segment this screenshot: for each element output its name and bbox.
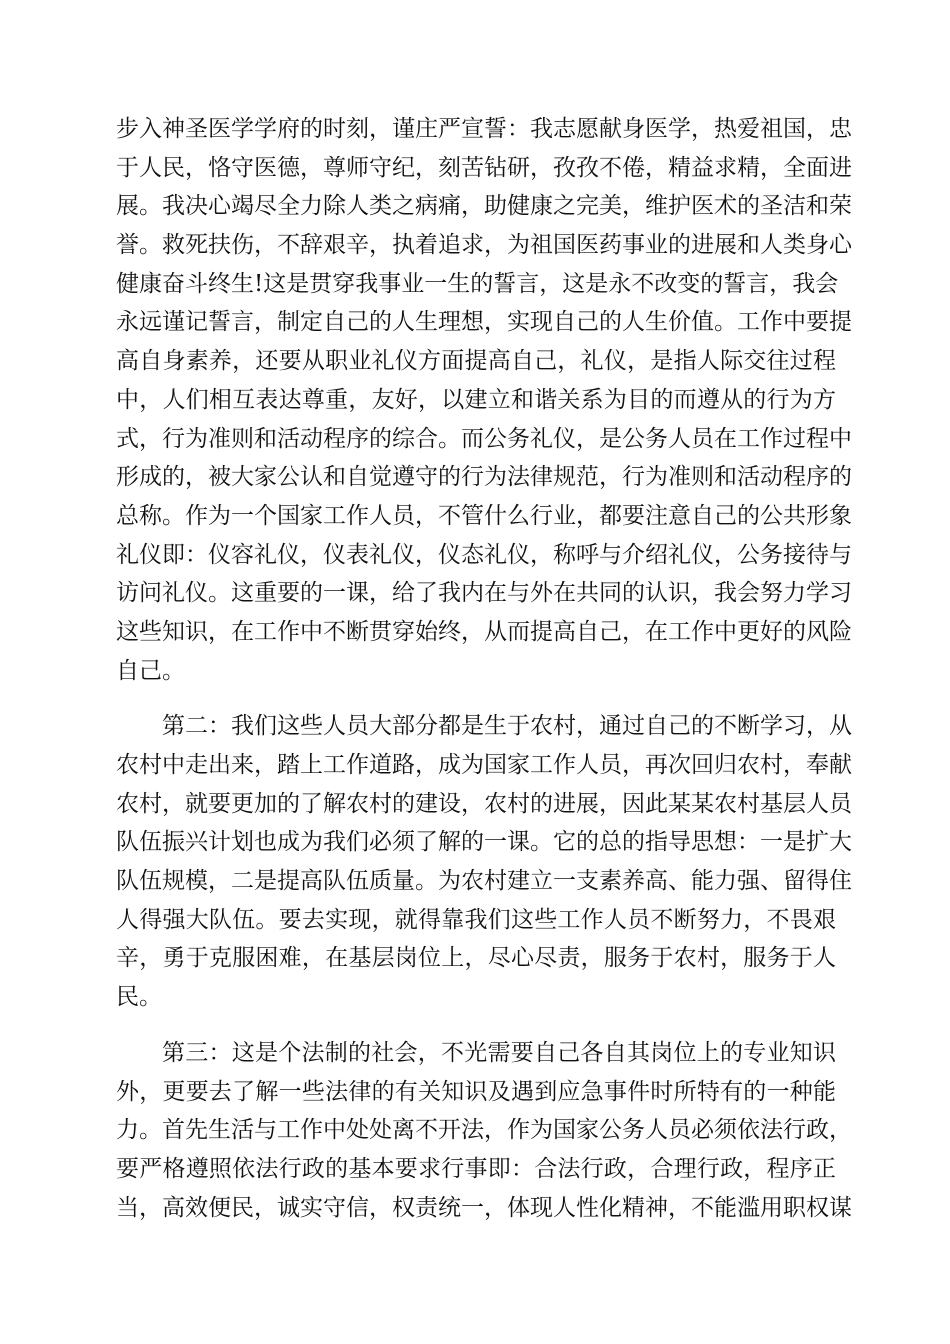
text-line: 农村中走出来，踏上工作道路，成为国家工作人员，再次回归农村，奉献 bbox=[116, 752, 852, 778]
text-line: 力。首先生活与工作中处处离不开法，作为国家公务人员必须依法行政， bbox=[116, 1117, 852, 1144]
text-line: 形成的，被大家公认和自觉遵守的行为法律规范，行为准则和活动程序的 bbox=[116, 464, 852, 491]
text-line: 于人民，恪守医德，尊师守纪，刻苦钻研，孜孜不倦，精益求精，全面进 bbox=[116, 154, 852, 181]
text-line: 永远谨记誓言，制定自己的人生理想，实现自己的人生价值。工作中要提 bbox=[116, 309, 852, 336]
text-line-indented: 第二：我们这些人员大部分都是生于农村，通过自己的不断学习，从 bbox=[162, 713, 852, 740]
text-line: 礼仪即：仪容礼仪，仪表礼仪，仪态礼仪，称呼与介绍礼仪，公务接待与 bbox=[116, 541, 852, 568]
text-line: 健康奋斗终生!这是贯穿我事业一生的誓言，这是永不改变的誓言，我会 bbox=[116, 270, 839, 297]
text-line: 总称。作为一个国家工作人员，不管什么行业，都要注意自己的公共形象 bbox=[116, 502, 852, 529]
paragraph-second bbox=[116, 707, 852, 1017]
document-body bbox=[116, 110, 852, 1227]
text-line: 式，行为准则和活动程序的综合。而公务礼仪，是公务人员在工作过程中 bbox=[116, 425, 852, 452]
text-line: 外，更要去了解一些法律的有关知识及遇到应急事件时所特有的一种能 bbox=[116, 1078, 836, 1105]
text-line: 农村，就要更加的了解农村的建设，农村的进展，因此某某农村基层人员 bbox=[116, 790, 852, 817]
text-line: 高自身素养，还要从职业礼仪方面提高自己，礼仪，是指人际交往过程 bbox=[116, 348, 836, 375]
text-line: 中，人们相互表达尊重，友好，以建立和谐关系为目的而遵从的行为方 bbox=[116, 386, 836, 413]
text-line: 步入神圣医学学府的时刻，谨庄严宣誓：我志愿献身医学，热爱祖国，忠 bbox=[116, 116, 852, 142]
text-line: 展。我决心竭尽全力除人类之病痛，助健康之完美，维护医术的圣洁和荣 bbox=[116, 193, 852, 220]
text-line: 访问礼仪。这重要的一课，给了我内在与外在共同的认识，我会努力学习 bbox=[116, 580, 852, 607]
text-line: 誉。救死扶伤，不辞艰辛，执着追求，为祖国医药事业的进展和人类身心 bbox=[116, 232, 852, 259]
text-line: 当，高效便民，诚实守信，权责统一，体现人性化精神，不能滥用职权谋 bbox=[116, 1194, 852, 1221]
paragraph-spacer bbox=[116, 1017, 836, 1034]
text-line: 这些知识，在工作中不断贯穿始终，从而提高自己，在工作中更好的风险 bbox=[116, 618, 852, 645]
text-line: 自己。 bbox=[116, 657, 185, 684]
text-line: 人得强大队伍。要去实现，就得靠我们这些工作人员不断努力，不畏艰 bbox=[116, 906, 836, 933]
text-line: 民。 bbox=[116, 984, 162, 1011]
text-line: 要严格遵照依法行政的基本要求行事即：合法行政，合理行政，程序正 bbox=[116, 1155, 836, 1182]
paragraph-oath bbox=[116, 110, 852, 690]
paragraph-third bbox=[116, 1034, 852, 1227]
text-line: 队伍振兴计划也成为我们必须了解的一课。它的总的指导思想：一是扩大 bbox=[116, 829, 852, 856]
text-line-indented: 第三：这是个法制的社会，不光需要自己各自其岗位上的专业知识 bbox=[162, 1039, 836, 1066]
paragraph-spacer bbox=[116, 690, 836, 707]
text-line: 队伍规模，二是提高队伍质量。为农村建立一支素养高、能力强、留得住 bbox=[116, 868, 852, 895]
text-line: 辛，勇于克服困难，在基层岗位上，尽心尽责，服务于农村，服务于人 bbox=[116, 945, 836, 972]
